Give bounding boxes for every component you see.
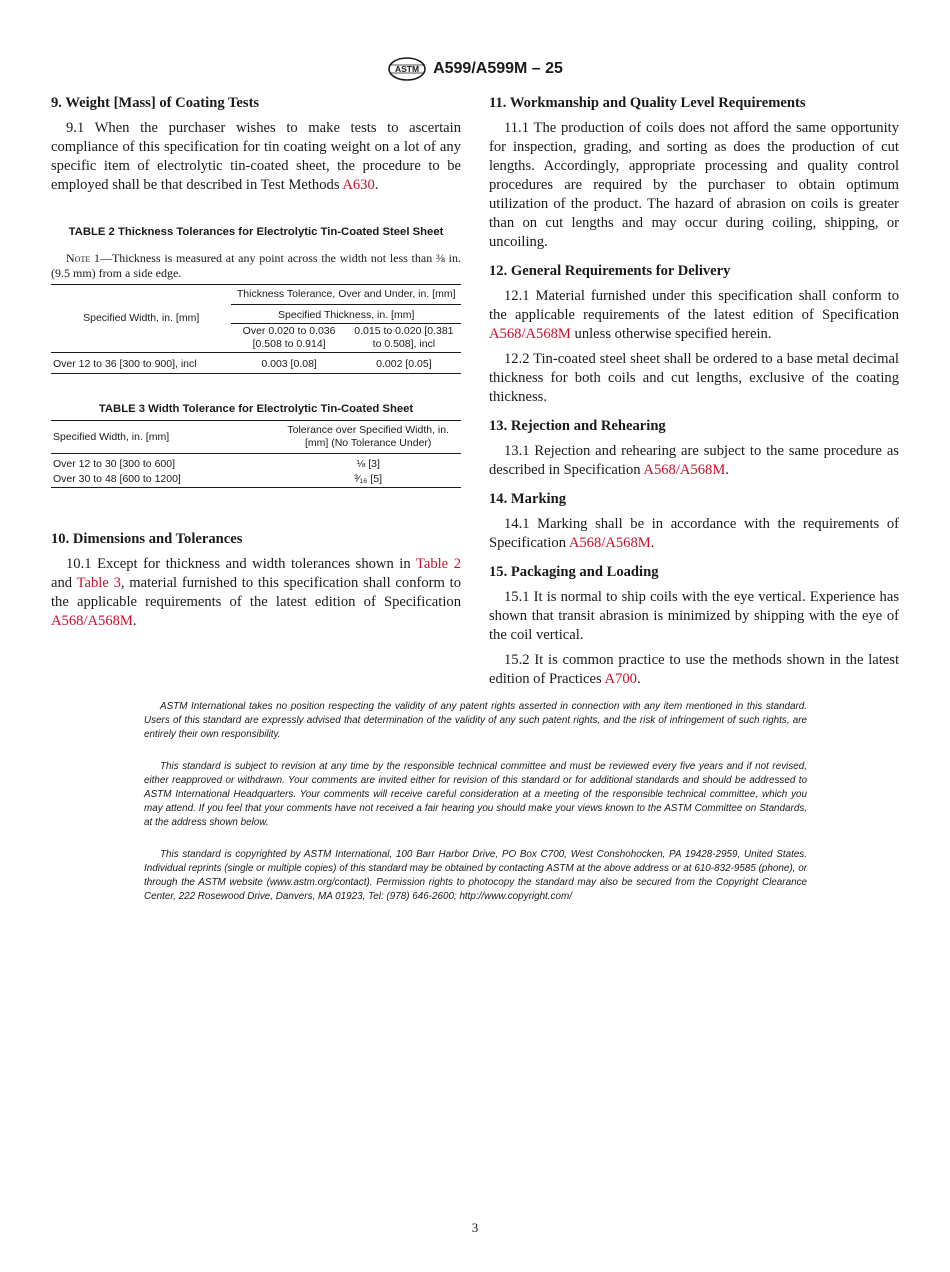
table-2	[51, 284, 461, 374]
table-row	[51, 454, 461, 473]
table-3-cell-tolerance: ³⁄₁₆ [5]	[231, 472, 461, 488]
table-2-row-width: Over 12 to 36 [300 to 900], incl	[51, 353, 231, 374]
section-14-heading: 14. Marking	[489, 491, 567, 507]
copyright-notice: This standard is copyrighted by ASTM International, 100 Barr Harbor Drive, PO Box C700, West Conshohocken, PA 19428-2959, United States. Individual reprints (single or multiple copies) of this standard may be obtained by contacting ASTM at the above address or at 610-832-9585 (phone), or through the ASTM website (www.astm.org/contact). Permission rights to photocopy the standard may also be secured from the Copyright Clearance Center, 222 Rosewood Drive, Danvers, MA 01923, Tel: (978) 646-2600; http://www.copyright.com/	[144, 849, 807, 902]
a568-link[interactable]: A568/A568M	[51, 613, 133, 629]
table-row	[51, 472, 461, 488]
table-2-row-value-2: 0.002 [0.05]	[347, 353, 461, 374]
table-2-subcol-2: 0.015 to 0.020 [0.381 to 0.508], incl	[347, 324, 461, 353]
revision-notice: This standard is subject to revision at any time by the responsible technical committee and must be reviewed every five years and if not revised, either reapproved or withdrawn. Your comments are invited either for revision of this standard or for additional standards and should be addressed to ASTM International Headquarters. Your comments will receive careful consideration at a meeting of the responsible technical committee, which you may attend. If you feel that your comments have not received a fair hearing you should make your views known to the ASTM Committee on Standards, at the address shown below.	[144, 761, 807, 828]
right-column	[489, 94, 899, 695]
table-3-cell-width: Over 30 to 48 [600 to 1200]	[51, 472, 231, 488]
patent-notice: ASTM International takes no position respecting the validity of any patent rights asserted in connection with any item mentioned in this standard. Users of this standard are expressly advised that determination of the validity of any such patent rights, and the risk of infringement of such rights, are entirely their own responsibility.	[144, 701, 807, 740]
a700-link[interactable]: A700	[604, 671, 637, 687]
astm-logo-icon	[387, 56, 427, 82]
page-header	[0, 56, 950, 87]
section-11-1: 11.1 The production of coils does not afford the same opportunity for inspection, grading, and sorting as does the production of cut lengths. Accordingly, appropriate processing and quality control procedures are required by the purchaser to obtain optimum utilization of the product. The hazard of abrasion on coils is greater than on cut lengths and may occur during coiling, shipping, or uncoiling.	[489, 120, 899, 250]
a568-link[interactable]: A568/A568M	[489, 326, 571, 342]
section-9-1: 9.1 When the purchaser wishes to make tests to ascertain compliance of this specification for tin coating weight on a lot of any specific item of electrolytic tin-coated sheet, the procedure to be employed shall be that described in Test Methods A630.	[51, 120, 461, 193]
section-12-1: 12.1 Material furnished under this specification shall conform to the applicable requirements of the latest edition of Specification A568/A568M unless otherwise specified herein.	[489, 288, 899, 342]
table-3-caption: TABLE 3 Width Tolerance for Electrolytic Tin-Coated Sheet	[98, 403, 414, 415]
table-2-col-width: Specified Width, in. [mm]	[51, 285, 231, 353]
section-13-heading: 13. Rejection and Rehearing	[489, 418, 666, 434]
legal-notices	[144, 700, 807, 922]
table-3-cell-tolerance: ⅛ [3]	[356, 458, 380, 470]
section-15-heading: 15. Packaging and Loading	[489, 564, 659, 580]
table-2-col-tolerance: Thickness Tolerance, Over and Under, in. [mm]	[231, 285, 461, 305]
a630-link[interactable]: A630	[342, 177, 375, 193]
left-column	[51, 94, 461, 637]
table-2-note: Note 1—Thickness is measured at any point across the width not less than ⅜ in. (9.5 mm) from a side edge.	[51, 251, 461, 280]
table-3-cell-width: Over 12 to 30 [300 to 600]	[53, 458, 176, 470]
section-11-heading: 11. Workmanship and Quality Level Requirements	[489, 95, 806, 111]
table-3-col-width: Specified Width, in. [mm]	[51, 421, 231, 454]
a568-link[interactable]: A568/A568M	[568, 535, 651, 551]
section-10-heading: 10. Dimensions and Tolerances	[51, 531, 243, 547]
table-3-col-tolerance: Tolerance over Specified Width, in. [mm] (No Tolerance Under)	[231, 421, 461, 454]
page-number: 3	[471, 1220, 479, 1235]
table-2-subcol-1: Over 0.020 to 0.036 [0.508 to 0.914]	[231, 324, 346, 353]
table-2-row-value-1: 0.003 [0.08]	[231, 353, 346, 374]
table-2-caption: TABLE 2 Thickness Tolerances for Electrolytic Tin-Coated Steel Sheet	[68, 226, 444, 238]
table-3-link[interactable]: Table 3	[76, 575, 121, 591]
section-12-heading: 12. General Requirements for Delivery	[489, 263, 731, 279]
section-9-heading: 9. Weight [Mass] of Coating Tests	[51, 95, 260, 111]
document-designation: A599/A599M – 25	[433, 60, 563, 77]
table-2-link[interactable]: Table 2	[415, 556, 461, 572]
section-15-1: 15.1 It is normal to ship coils with the eye vertical. Experience has shown that transit abrasion is minimized by shipping with the eye of the coil vertical.	[489, 589, 899, 643]
section-12-2: 12.2 Tin-coated steel sheet shall be ordered to a base metal decimal thickness for both coils and cut lengths, exclusive of the coating thickness.	[489, 351, 899, 405]
table-2-col-thickness: Specified Thickness, in. [mm]	[231, 305, 461, 324]
section-10-1: 10.1 Except for thickness and width tolerances shown in Table 2 and Table 3, material furnished to this specification shall conform to the applicable requirements of the latest edition of Specification A568/A568M.	[51, 556, 461, 629]
section-15-2: 15.2 It is common practice to use the methods shown in the latest edition of Practices A700.	[489, 652, 899, 687]
a568-link[interactable]: A568/A568M	[643, 462, 726, 478]
svg-text:ASTM: ASTM	[395, 64, 420, 74]
table-3	[51, 420, 461, 488]
section-14-1: 14.1 Marking shall be in accordance with the requirements of Specification A568/A568M.	[489, 516, 899, 551]
section-13-1: 13.1 Rejection and rehearing are subject to the same procedure as described in Specification A568/A568M.	[489, 443, 899, 478]
